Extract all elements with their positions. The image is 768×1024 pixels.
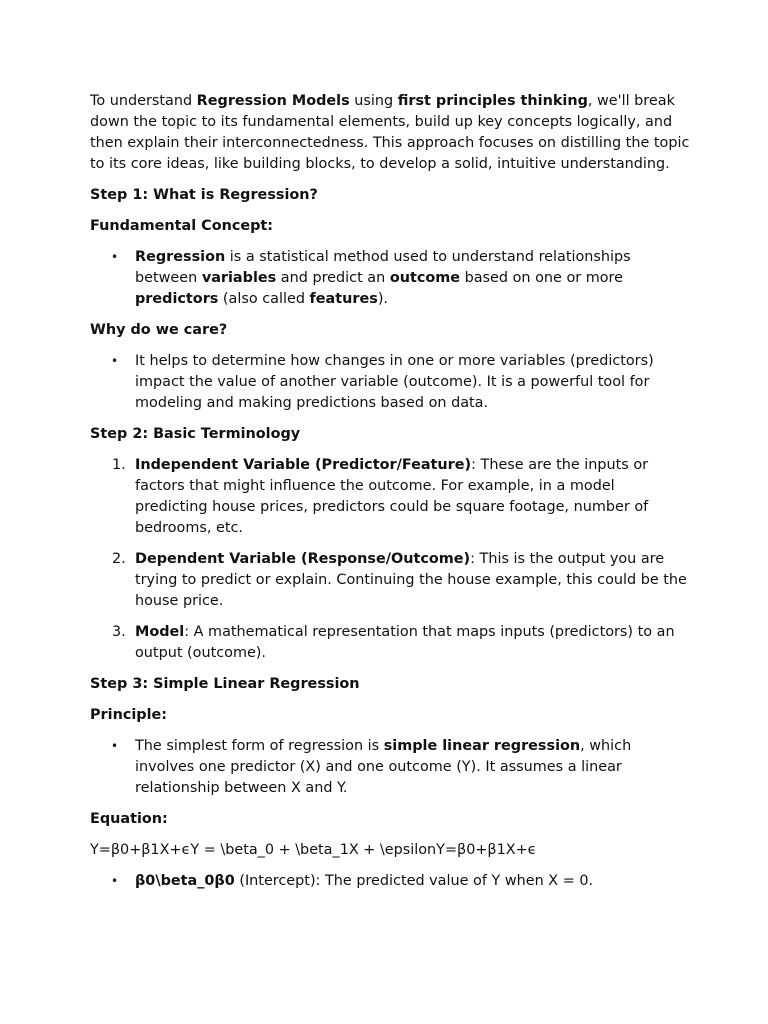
equation-heading: Equation: bbox=[90, 811, 168, 827]
intro-paragraph bbox=[90, 91, 690, 175]
text-run: ). bbox=[377, 291, 389, 307]
bold-term: outcome bbox=[389, 270, 460, 286]
terminology-list bbox=[90, 455, 690, 664]
why-care-heading: Why do we care? bbox=[90, 322, 228, 338]
bold-term: features bbox=[309, 291, 378, 307]
text-run: The simplest form of regression is bbox=[135, 738, 384, 754]
intro-bold-first-principles: first principles thinking bbox=[397, 93, 588, 109]
document-body bbox=[90, 91, 690, 902]
bold-term: Model bbox=[135, 624, 185, 640]
bullet-icon: • bbox=[111, 250, 119, 264]
bold-term: simple linear regression bbox=[383, 738, 581, 754]
fundamental-concept-heading: Fundamental Concept: bbox=[90, 218, 274, 234]
step3-heading: Step 3: Simple Linear Regression bbox=[90, 676, 360, 692]
step1-heading: Step 1: What is Regression? bbox=[90, 187, 318, 203]
principle-heading: Principle: bbox=[90, 707, 168, 723]
bold-term: Regression bbox=[135, 249, 226, 265]
text-run: It helps to determine how changes in one or more variables (predictors) impact the value of another variable (outcome). It is a powerful tool for modeling and making predictions based on data. bbox=[135, 353, 654, 411]
bold-term: variables bbox=[201, 270, 277, 286]
bold-term: predictors bbox=[135, 291, 219, 307]
text-run: is a statistical method used to understand relationships between bbox=[135, 249, 631, 286]
list-item bbox=[90, 247, 690, 310]
list-item bbox=[90, 622, 690, 664]
text-run: : This is the output you are trying to predict or explain. Continuing the house example, this could be the house price. bbox=[135, 551, 687, 609]
list-number: 1. bbox=[112, 457, 126, 473]
intro-text: , we'll break down the topic to its fundamental elements, build up key concepts logically, and then explain their interconnectedness. This approach focuses on distilling the topic to its core ideas, like building blocks, to develop a solid, intuitive understanding. bbox=[90, 93, 690, 172]
list-number: 3. bbox=[112, 624, 126, 640]
list-item bbox=[90, 351, 690, 414]
beta-list bbox=[90, 871, 690, 892]
list-item bbox=[90, 455, 690, 539]
text-run: (Intercept): The predicted value of Y when X = 0. bbox=[234, 873, 594, 889]
text-run: and predict an bbox=[276, 270, 390, 286]
bullet-icon: • bbox=[111, 874, 119, 888]
bullet-icon: • bbox=[111, 739, 119, 753]
text-run: (also called bbox=[218, 291, 310, 307]
intro-bold-regression-models: Regression Models bbox=[196, 93, 350, 109]
list-item bbox=[90, 736, 690, 799]
equation-text: Y=β0+β1X+ϵY = \beta_0 + \beta_1X + \epsilonY=β0​+β1​X+ϵ bbox=[90, 842, 537, 858]
intro-text: To understand bbox=[90, 93, 197, 109]
bullet-icon: • bbox=[111, 354, 119, 368]
why-care-list bbox=[90, 351, 690, 414]
text-run: , which involves one predictor (X) and one outcome (Y). It assumes a linear relationship between X and Y. bbox=[135, 738, 632, 796]
intro-text: using bbox=[349, 93, 398, 109]
step2-heading: Step 2: Basic Terminology bbox=[90, 426, 301, 442]
bold-term: Independent Variable (Predictor/Feature) bbox=[135, 457, 472, 473]
list-item bbox=[90, 549, 690, 612]
text-run: : A mathematical representation that maps inputs (predictors) to an output (outcome). bbox=[135, 624, 675, 661]
fundamental-concept-list bbox=[90, 247, 690, 310]
principle-list bbox=[90, 736, 690, 799]
bold-term: β0\beta_0β0​ bbox=[135, 873, 235, 889]
bold-term: Dependent Variable (Response/Outcome) bbox=[135, 551, 471, 567]
list-item bbox=[90, 871, 690, 892]
text-run: based on one or more bbox=[460, 270, 624, 286]
text-run: : These are the inputs or factors that might influence the outcome. For example, in a model predicting house prices, predictors could be square footage, number of bedrooms, etc. bbox=[135, 457, 649, 536]
list-number: 2. bbox=[112, 551, 126, 567]
